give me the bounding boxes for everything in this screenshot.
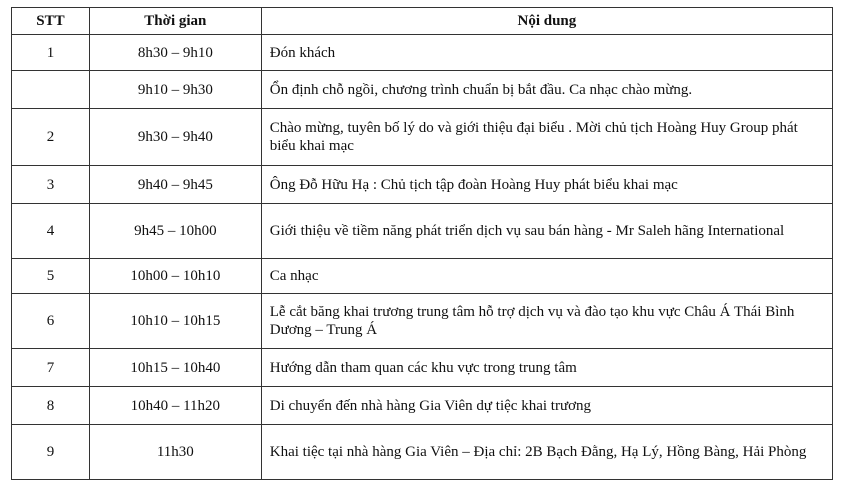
cell-stt: 1 (12, 35, 90, 71)
cell-time: 8h30 – 9h10 (89, 35, 261, 71)
cell-stt: 8 (12, 387, 90, 425)
cell-stt: 7 (12, 349, 90, 387)
cell-content: Chào mừng, tuyên bố lý do và giới thiệu đại biểu . Mời chủ tịch Hoàng Huy Group phát biểu khai mạc (261, 109, 832, 166)
header-content: Nội dung (261, 8, 832, 35)
cell-stt (12, 71, 90, 109)
cell-content: Hướng dẫn tham quan các khu vực trong trung tâm (261, 349, 832, 387)
cell-content: Đón khách (261, 35, 832, 71)
table-row (12, 425, 833, 480)
header-time: Thời gian (89, 8, 261, 35)
cell-time: 10h00 – 10h10 (89, 259, 261, 294)
table-row (12, 259, 833, 294)
table-row (12, 35, 833, 71)
cell-time: 11h30 (89, 425, 261, 480)
cell-time: 9h30 – 9h40 (89, 109, 261, 166)
table-row (12, 387, 833, 425)
cell-content: Ca nhạc (261, 259, 832, 294)
header-stt: STT (12, 8, 90, 35)
cell-time: 9h10 – 9h30 (89, 71, 261, 109)
cell-time: 9h45 – 10h00 (89, 204, 261, 259)
table-row (12, 349, 833, 387)
cell-stt: 6 (12, 294, 90, 349)
cell-content: Ổn định chỗ ngồi, chương trình chuẩn bị bắt đầu. Ca nhạc chào mừng. (261, 71, 832, 109)
table-row (12, 109, 833, 166)
cell-stt: 9 (12, 425, 90, 480)
cell-stt: 5 (12, 259, 90, 294)
table-row (12, 71, 833, 109)
cell-content: Di chuyển đến nhà hàng Gia Viên dự tiệc khai trương (261, 387, 832, 425)
header-row (12, 8, 833, 35)
cell-time: 10h10 – 10h15 (89, 294, 261, 349)
cell-time: 10h15 – 10h40 (89, 349, 261, 387)
cell-time: 10h40 – 11h20 (89, 387, 261, 425)
cell-stt: 4 (12, 204, 90, 259)
cell-content: Lễ cắt băng khai trương trung tâm hỗ trợ dịch vụ và đào tạo khu vực Châu Á Thái Bình Dương – Trung Á (261, 294, 832, 349)
table-row (12, 204, 833, 259)
agenda-table (11, 7, 833, 480)
table-row (12, 294, 833, 349)
cell-content: Khai tiệc tại nhà hàng Gia Viên – Địa chỉ: 2B Bạch Đằng, Hạ Lý, Hồng Bàng, Hải Phòng (261, 425, 832, 480)
cell-stt: 3 (12, 166, 90, 204)
table-row (12, 166, 833, 204)
cell-stt: 2 (12, 109, 90, 166)
cell-content: Giới thiệu về tiềm năng phát triển dịch vụ sau bán hàng - Mr Saleh hãng International (261, 204, 832, 259)
cell-time: 9h40 – 9h45 (89, 166, 261, 204)
cell-content: Ông Đỗ Hữu Hạ : Chủ tịch tập đoàn Hoàng Huy phát biểu khai mạc (261, 166, 832, 204)
